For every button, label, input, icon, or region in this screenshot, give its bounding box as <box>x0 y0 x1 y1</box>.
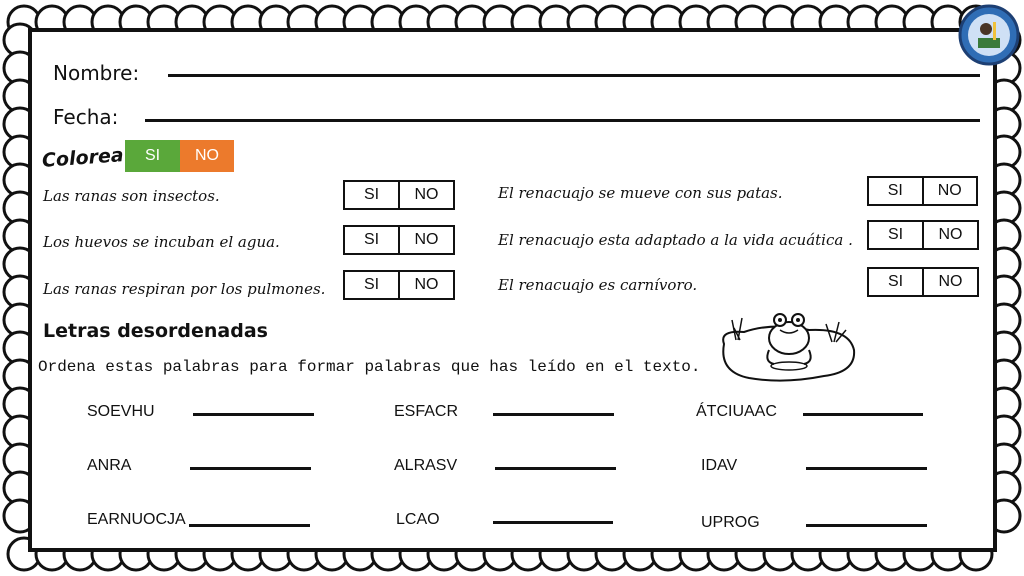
no-option[interactable]: NO <box>922 269 977 295</box>
logo <box>958 4 1020 66</box>
scrambled-word: ÁTCIUAAC <box>696 403 777 420</box>
answer-box <box>867 176 978 206</box>
si-option[interactable]: SI <box>887 226 904 243</box>
answer-box <box>867 267 979 297</box>
answer-box <box>343 225 455 255</box>
scrambled-word: UPROG <box>701 514 760 531</box>
frog-pond-illustration <box>714 300 864 386</box>
si-option[interactable]: SI <box>887 273 904 290</box>
question-text: Las ranas respiran por los pulmones. <box>43 280 326 298</box>
no-option[interactable]: NO <box>922 222 977 248</box>
answer-box <box>343 180 455 210</box>
scramble-title: Letras desordenadas <box>43 320 268 342</box>
si-option[interactable]: SI <box>887 182 903 199</box>
si-option[interactable]: SI <box>363 231 380 248</box>
question-text: El renacuajo esta adaptado a la vida acuática . <box>498 231 853 249</box>
answer-line[interactable] <box>806 524 927 527</box>
answer-box <box>867 220 979 250</box>
date-line[interactable] <box>145 119 980 122</box>
answer-line[interactable] <box>193 413 314 416</box>
question-text: El renacuajo es carnívoro. <box>498 276 698 294</box>
scrambled-word: SOEVHU <box>87 403 155 420</box>
no-option[interactable]: NO <box>922 178 977 204</box>
scrambled-word: ESFACR <box>394 403 459 420</box>
no-option[interactable]: NO <box>398 227 453 253</box>
answer-line[interactable] <box>190 467 311 470</box>
scrambled-word: IDAV <box>701 457 738 474</box>
question-text: Los huevos se incuban el agua. <box>43 233 280 251</box>
colorea-title: Colorea <box>41 144 125 172</box>
question-text: Las ranas son insectos. <box>43 187 220 205</box>
name-label: Nombre: <box>53 61 140 85</box>
answer-line[interactable] <box>189 524 310 527</box>
name-line[interactable] <box>168 74 980 77</box>
scrambled-word: ANRA <box>87 457 132 474</box>
scrambled-word: LCAO <box>396 511 440 528</box>
answer-box <box>343 270 455 300</box>
si-option[interactable]: SI <box>363 276 380 293</box>
no-option[interactable]: NO <box>398 272 453 298</box>
si-option[interactable]: SI <box>363 186 380 203</box>
scrambled-word: EARNUOCJA <box>87 511 186 528</box>
colorea-si-chip: SI <box>125 140 180 172</box>
date-label: Fecha: <box>53 105 119 129</box>
colorea-no-chip: NO <box>180 140 234 172</box>
answer-line[interactable] <box>493 413 614 416</box>
scrambled-word: ALRASV <box>394 457 458 474</box>
answer-line[interactable] <box>493 521 613 524</box>
answer-line[interactable] <box>803 413 923 416</box>
no-option[interactable]: NO <box>398 182 453 208</box>
question-text: El renacuajo se mueve con sus patas. <box>498 184 783 202</box>
scramble-instruction: Ordena estas palabras para formar palabras que has leído en el texto. <box>38 358 701 376</box>
answer-line[interactable] <box>806 467 927 470</box>
answer-line[interactable] <box>495 467 616 470</box>
